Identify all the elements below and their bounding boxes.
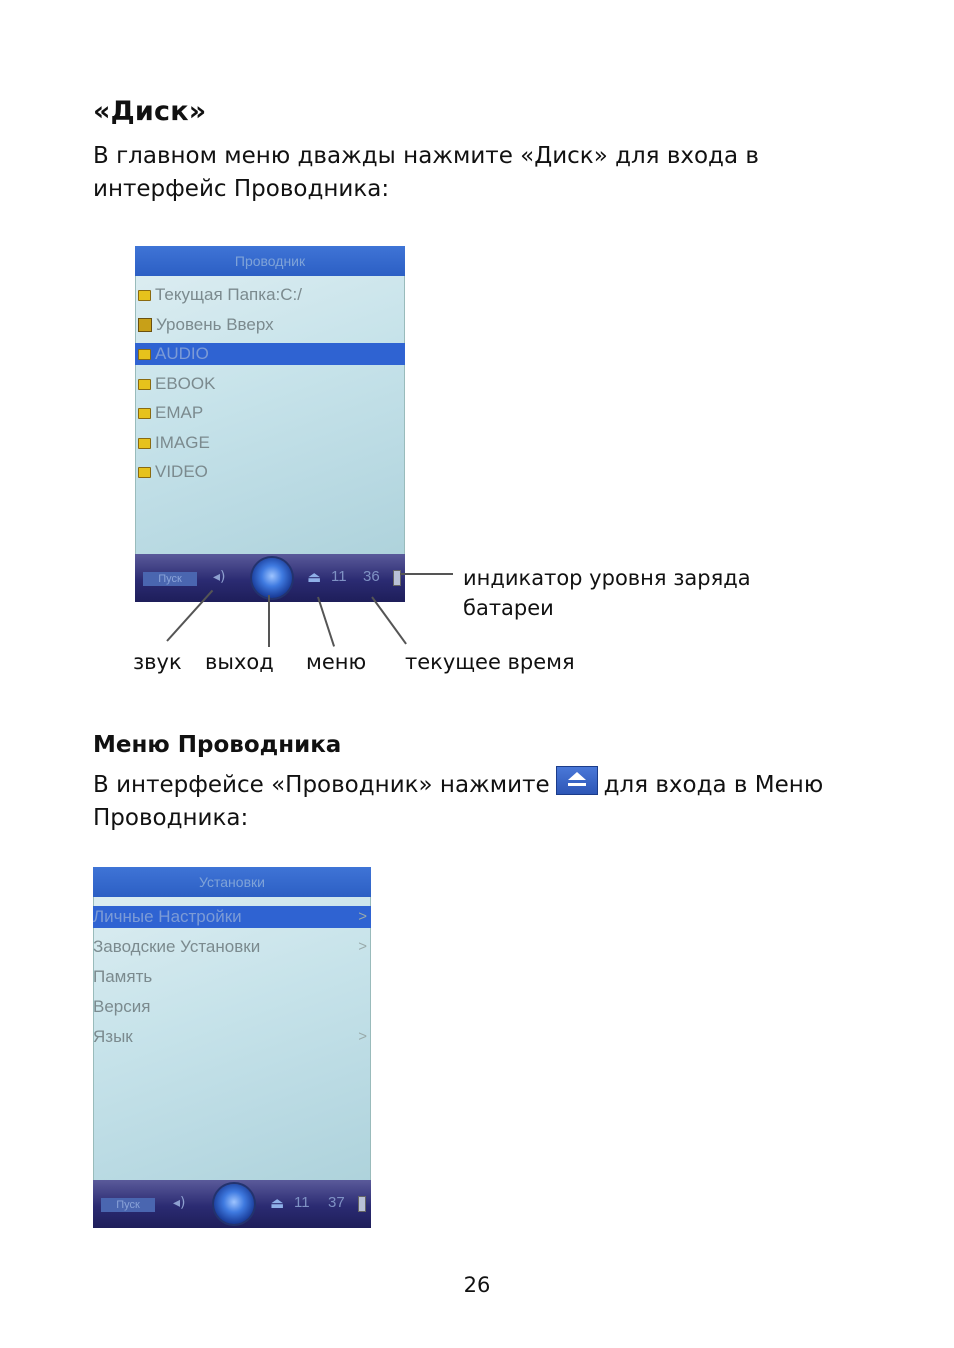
section-title: «Диск» xyxy=(93,96,207,127)
explorer-row-label: AUDIO xyxy=(155,344,209,363)
folder-icon xyxy=(138,408,151,419)
menu-pointer-line xyxy=(317,597,335,647)
settings-row[interactable] xyxy=(93,936,371,958)
explorer-row[interactable] xyxy=(135,402,405,424)
settings-row-label: Заводские Установки xyxy=(93,937,261,956)
section-intro: В главном меню дважды нажмите «Диск» для входа в интерфейс Проводника: xyxy=(93,143,759,202)
menu-label: меню xyxy=(306,650,367,674)
settings-row[interactable] xyxy=(93,996,371,1018)
explorer-row[interactable] xyxy=(135,314,405,336)
page-number: 26 xyxy=(463,1273,491,1297)
settings-row[interactable] xyxy=(93,1026,371,1048)
exit-pointer-line xyxy=(268,595,270,647)
battery-icon xyxy=(358,1196,366,1212)
menu-section-title: Меню Проводника xyxy=(93,732,342,758)
explorer-taskbar xyxy=(135,554,405,602)
settings-screenshot xyxy=(93,867,371,1228)
time-hours: 11 xyxy=(331,568,347,585)
explorer-row-label: EBOOK xyxy=(155,373,216,393)
sound-label: звук xyxy=(133,650,182,674)
settings-taskbar xyxy=(93,1180,371,1228)
exit-label: выход xyxy=(205,650,274,674)
explorer-row[interactable] xyxy=(135,284,405,306)
menu-eject-icon[interactable]: ⏏ xyxy=(270,1194,285,1212)
folder-icon xyxy=(138,290,151,301)
settings-row[interactable] xyxy=(93,906,371,928)
time-minutes: 37 xyxy=(328,1194,345,1211)
settings-row[interactable] xyxy=(93,966,371,988)
exit-globe-icon[interactable] xyxy=(252,558,292,598)
eject-icon xyxy=(556,766,598,795)
explorer-row-label: EMAP xyxy=(155,403,204,422)
time-label: текущее время xyxy=(405,650,575,674)
menu-text-after: для входа в Меню xyxy=(603,772,824,798)
chevron-right-icon: > xyxy=(358,938,367,955)
up-level-icon xyxy=(138,318,152,332)
chevron-right-icon: > xyxy=(358,908,367,925)
menu-section-text xyxy=(93,766,883,835)
start-button[interactable]: Пуск xyxy=(143,572,197,586)
explorer-row-label: Уровень Вверх xyxy=(156,314,274,334)
menu-text-before: В интерфейсе «Проводник» нажмите xyxy=(93,772,550,798)
menu-eject-icon[interactable]: ⏏ xyxy=(307,568,322,586)
explorer-row-label: IMAGE xyxy=(155,432,210,452)
chevron-right-icon: > xyxy=(358,1028,367,1045)
sound-icon[interactable]: ◂) xyxy=(213,569,226,585)
settings-row-label: Память xyxy=(93,967,153,986)
folder-icon xyxy=(138,467,151,478)
battery-label: индикатор уровня заряда батареи xyxy=(463,566,751,620)
explorer-row[interactable] xyxy=(135,461,405,483)
settings-row-label: Версия xyxy=(93,997,151,1016)
explorer-row-label: VIDEO xyxy=(155,462,208,481)
explorer-title: Проводник xyxy=(135,246,405,276)
explorer-row-label: Текущая Папка:C:/ xyxy=(155,285,302,304)
explorer-row[interactable] xyxy=(135,432,405,454)
menu-text-line2: Проводника: xyxy=(93,805,249,831)
battery-pointer-line xyxy=(400,573,453,575)
explorer-row[interactable] xyxy=(135,343,405,365)
explorer-screenshot xyxy=(135,246,405,602)
time-pointer-line xyxy=(371,596,407,644)
settings-row-label: Язык xyxy=(93,1027,133,1046)
folder-icon xyxy=(138,438,151,449)
settings-row-label: Личные Настройки xyxy=(93,907,242,926)
time-minutes: 36 xyxy=(363,568,380,585)
start-button[interactable]: Пуск xyxy=(101,1198,155,1212)
folder-icon xyxy=(138,349,151,360)
explorer-row[interactable] xyxy=(135,373,405,395)
folder-icon xyxy=(138,379,151,390)
sound-icon[interactable]: ◂) xyxy=(173,1195,186,1211)
time-hours: 11 xyxy=(294,1194,310,1211)
settings-title: Установки xyxy=(93,867,371,897)
exit-globe-icon[interactable] xyxy=(214,1184,254,1224)
